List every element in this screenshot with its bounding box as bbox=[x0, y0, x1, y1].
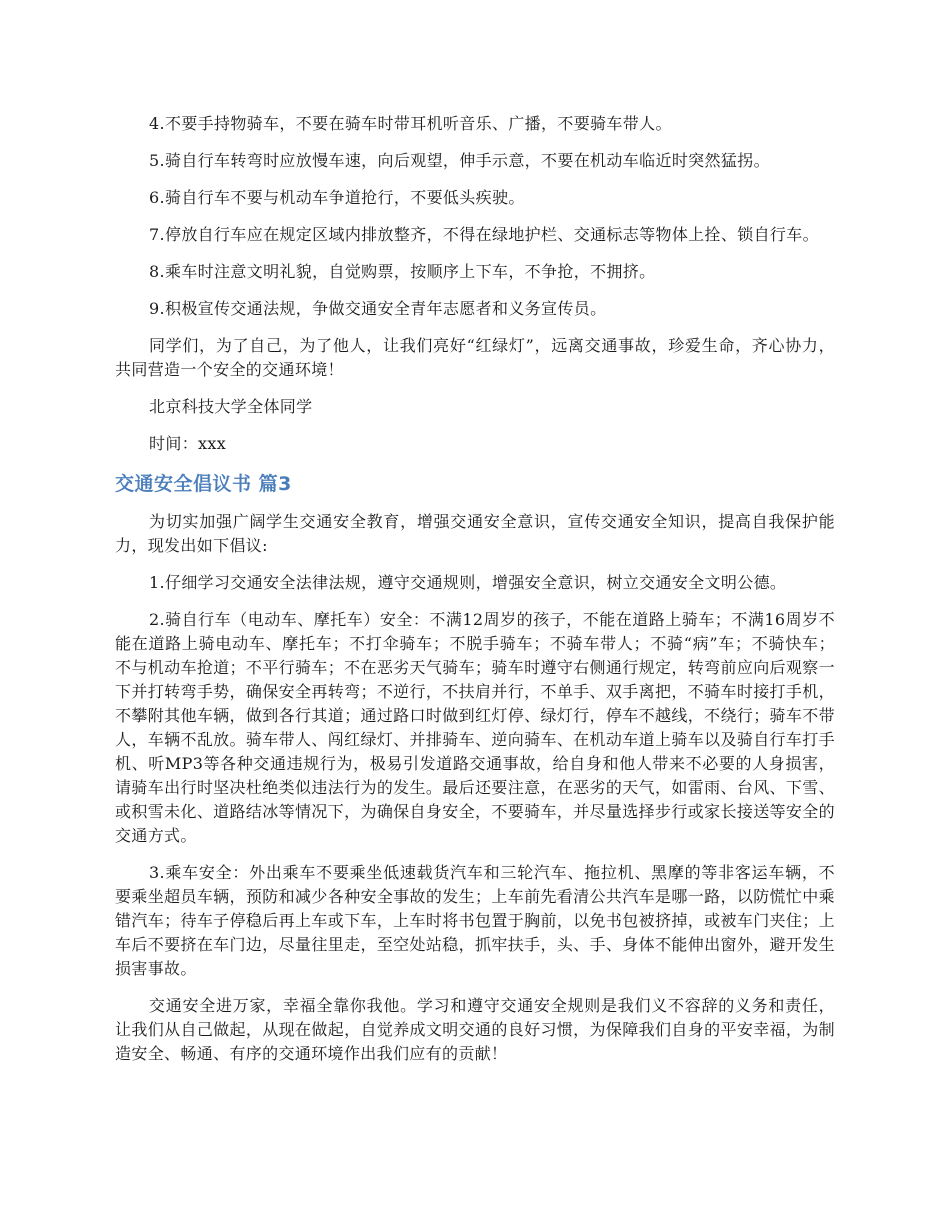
paragraph-item-8: 8.乘车时注意文明礼貌，自觉购票，按顺序上下车，不争抢，不拥挤。 bbox=[149, 262, 656, 281]
date-line: 时间：xxx bbox=[149, 434, 227, 453]
document-body bbox=[115, 112, 835, 1079]
paragraph-item-3: 3.乘车安全：外出乘车不要乘坐低速载货汽车和三轮汽车、拖拉机、黑摩的等非客运车辆，不要乘坐超员车辆，预防和减少各种安全事故的发生；上车前先看清公共汽车是哪一路，以防慌忙中乘错汽车；待车子停稳后再上车或下车，上车时将书包置于胸前，以免书包被挤掉，或被车门夹住；上车后不要挤在车门边，尽量往里走，至空处站稳，抓牢扶手，头、手、身体不能伸出窗外，避开发生损害事故。 bbox=[115, 863, 835, 978]
paragraph-item-5: 5.骑自行车转弯时应放慢车速，向后观望，伸手示意，不要在机动车临近时突然猛拐。 bbox=[149, 151, 770, 170]
paragraph-item-1: 1.仔细学习交通安全法律法规，遵守交通规则，增强安全意识，树立交通安全文明公德。 bbox=[149, 573, 787, 592]
section-heading: 交通安全倡议书 篇3 bbox=[115, 473, 292, 495]
signature: 北京科技大学全体同学 bbox=[149, 397, 313, 416]
closing-appeal: 同学们，为了自己，为了他人，让我们亮好“红绿灯”，远离交通事故，珍爱生命，齐心协力，共同营造一个安全的交通环境！ bbox=[115, 336, 835, 379]
conclusion-paragraph: 交通安全进万家，幸福全靠你我他。学习和遵守交通安全规则是我们义不容辞的义务和责任，让我们从自己做起，从现在做起，自觉养成文明交通的良好习惯，为保障我们自身的平安幸福，为制造安全、畅通、有序的交通环境作出我们应有的贡献！ bbox=[115, 996, 835, 1063]
paragraph-item-2: 2.骑自行车（电动车、摩托车）安全：不满12周岁的孩子，不能在道路上骑车；不满16周岁不能在道路上骑电动车、摩托车；不打伞骑车；不脱手骑车；不骑车带人；不骑“病”车；不骑快车；不与机动车抢道；不平行骑车；不在恶劣天气骑车；骑车时遵守右侧通行规定，转弯前应向后观察一下并打转弯手势，确保安全再转弯；不逆行，不扶肩并行，不单手、双手离把，不骑车时接打手机，不攀附其他车辆，做到各行其道；通过路口时做到红灯停、绿灯行，停车不越线，不绕行；骑车不带人，车辆不乱放。骑车带人、闯红绿灯、并排骑车、逆向骑车、在机动车道上骑车以及骑自行车打手机、听MP3等各种交通违规行为，极易引发道路交通事故，给自身和他人带来不必要的人身损害，请骑车出行时坚决杜绝类似违法行为的发生。最后还要注意，在恶劣的天气，如雷雨、台风、下雪、或积雪未化、道路结冰等情况下，为确保自身安全，不要骑车，并尽量选择步行或家长接送等安全的交通方式。 bbox=[115, 610, 835, 845]
paragraph-item-7: 7.停放自行车应在规定区域内排放整齐，不得在绿地护栏、交通标志等物体上拴、锁自行车。 bbox=[149, 225, 819, 244]
intro-paragraph: 为切实加强广阔学生交通安全教育，增强交通安全意识，宣传交通安全知识，提高自我保护能力，现发出如下倡议: bbox=[115, 512, 835, 555]
paragraph-item-4: 4.不要手持物骑车，不要在骑车时带耳机听音乐、广播，不要骑车带人。 bbox=[149, 114, 672, 133]
paragraph-item-9: 9.积极宣传交通法规，争做交通安全青年志愿者和义务宣传员。 bbox=[149, 299, 607, 318]
paragraph-item-6: 6.骑自行车不要与机动车争道抢行，不要低头疾驶。 bbox=[149, 188, 525, 207]
